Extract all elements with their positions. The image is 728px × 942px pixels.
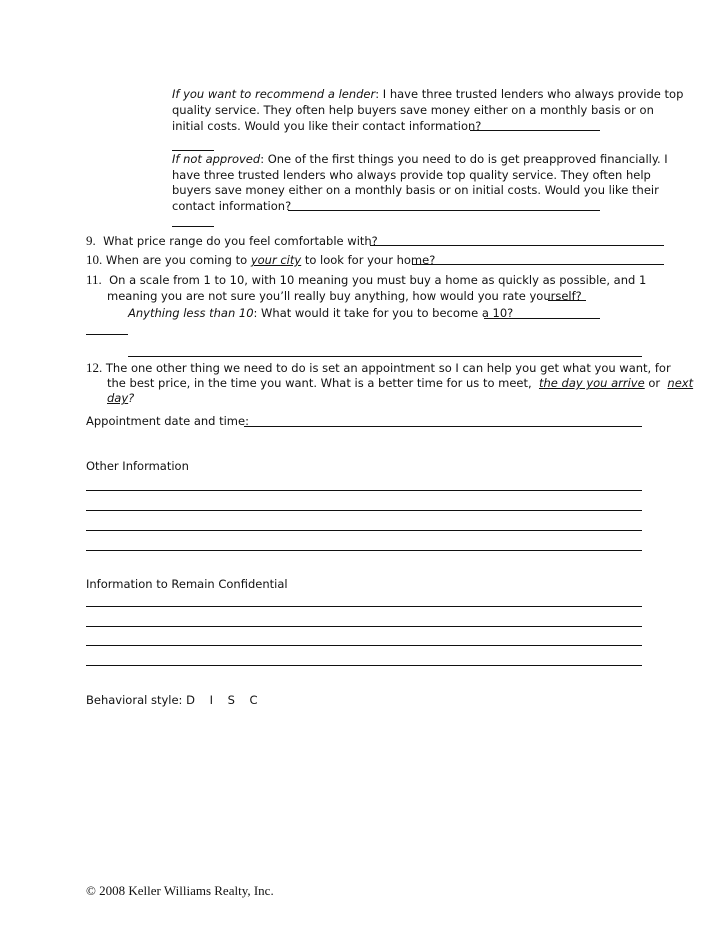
question-11-followup-label: Anything less than 10: [128, 306, 254, 320]
recommend-lender-line3: initial costs. Would you like their contact information?: [172, 119, 482, 133]
recommend-lender-line2: quality service. They often help buyers save money either on a monthly basis or on: [172, 103, 654, 117]
recommend-lender-line1: If you want to recommend a lender: I have three trusted lenders who always provide top: [172, 87, 684, 101]
question-9: 9. What price range do you feel comfortable with?: [86, 233, 378, 248]
appointment-answer-line[interactable]: [244, 426, 642, 427]
disc-option-i[interactable]: I: [209, 693, 213, 707]
confidential-heading: Information to Remain Confidential: [86, 577, 288, 591]
other-information-line-4[interactable]: [86, 550, 642, 551]
behavioral-style: [86, 692, 258, 708]
not-approved-line2: have three trusted lenders who always provide top quality service. They often help: [172, 168, 651, 182]
confidential-line-1[interactable]: [86, 606, 642, 607]
question-11-followup-answer-line[interactable]: [484, 318, 600, 319]
other-information-line-3[interactable]: [86, 530, 642, 531]
recommend-lender-answer-line[interactable]: [470, 130, 600, 131]
question-11-number: 11.: [86, 272, 102, 287]
question-12-line3: day?: [107, 391, 135, 405]
other-information-line-1[interactable]: [86, 490, 642, 491]
confidential-line-2[interactable]: [86, 626, 642, 627]
not-approved-answer-line[interactable]: [288, 210, 600, 211]
not-approved-line4: contact information?: [172, 199, 292, 213]
question-11-followup-answer-line-cont[interactable]: [86, 334, 128, 335]
question-9-number: 9.: [86, 233, 96, 248]
behavioral-style-label: Behavioral style:: [86, 693, 183, 707]
recommend-lender-label: If you want to recommend a lender: [172, 87, 376, 101]
other-information-heading: Other Information: [86, 459, 189, 473]
question-10-answer-line[interactable]: [412, 264, 664, 265]
question-12-number: 12.: [86, 360, 103, 375]
option-day-you-arrive: the day you arrive: [538, 376, 645, 390]
question-11-followup: Anything less than 10: What would it take for you to become a 10?: [128, 306, 514, 320]
your-city-placeholder: your city: [250, 253, 302, 267]
not-approved-answer-line-cont[interactable]: [172, 226, 214, 227]
not-approved-line3: buyers save money either on a monthly basis or on initial costs. Would you like their: [172, 183, 659, 197]
confidential-line-3[interactable]: [86, 645, 642, 646]
question-10-number: 10.: [86, 252, 103, 267]
not-approved-line1: If not approved: One of the first things you need to do is get preapproved financially. I: [172, 152, 668, 166]
question-11-line2: meaning you are not sure you’ll really buy anything, how would you rate yourself?: [107, 289, 582, 303]
appointment-label: Appointment date and time:: [86, 414, 249, 428]
question-11-line1: 11. On a scale from 1 to 10, with 10 meaning you must buy a home as quickly as possible, and 1: [86, 272, 647, 287]
question-10: 10. When are you coming to your city to look for your home?: [86, 252, 436, 267]
question-9-answer-line[interactable]: [370, 245, 664, 246]
disc-option-c[interactable]: C: [249, 693, 258, 707]
not-approved-label: If not approved: [172, 152, 261, 166]
question-12-line2: the best price, in the time you want. What is a better time for us to meet, the day you arrive or next: [107, 376, 694, 390]
confidential-line-4[interactable]: [86, 665, 642, 666]
disc-option-d[interactable]: D: [186, 693, 195, 707]
question-12-line1: 12. The one other thing we need to do is set an appointment so I can help you get what you want, for: [86, 360, 671, 375]
other-information-line-2[interactable]: [86, 510, 642, 511]
option-next-day-cont: day: [107, 391, 129, 405]
question-11-extra-answer-line[interactable]: [128, 356, 642, 357]
option-next-day: next: [667, 376, 694, 390]
footer-copyright: © 2008 Keller Williams Realty, Inc.: [86, 883, 274, 898]
question-11-rating-line[interactable]: [548, 300, 586, 301]
disc-option-s[interactable]: S: [227, 693, 235, 707]
